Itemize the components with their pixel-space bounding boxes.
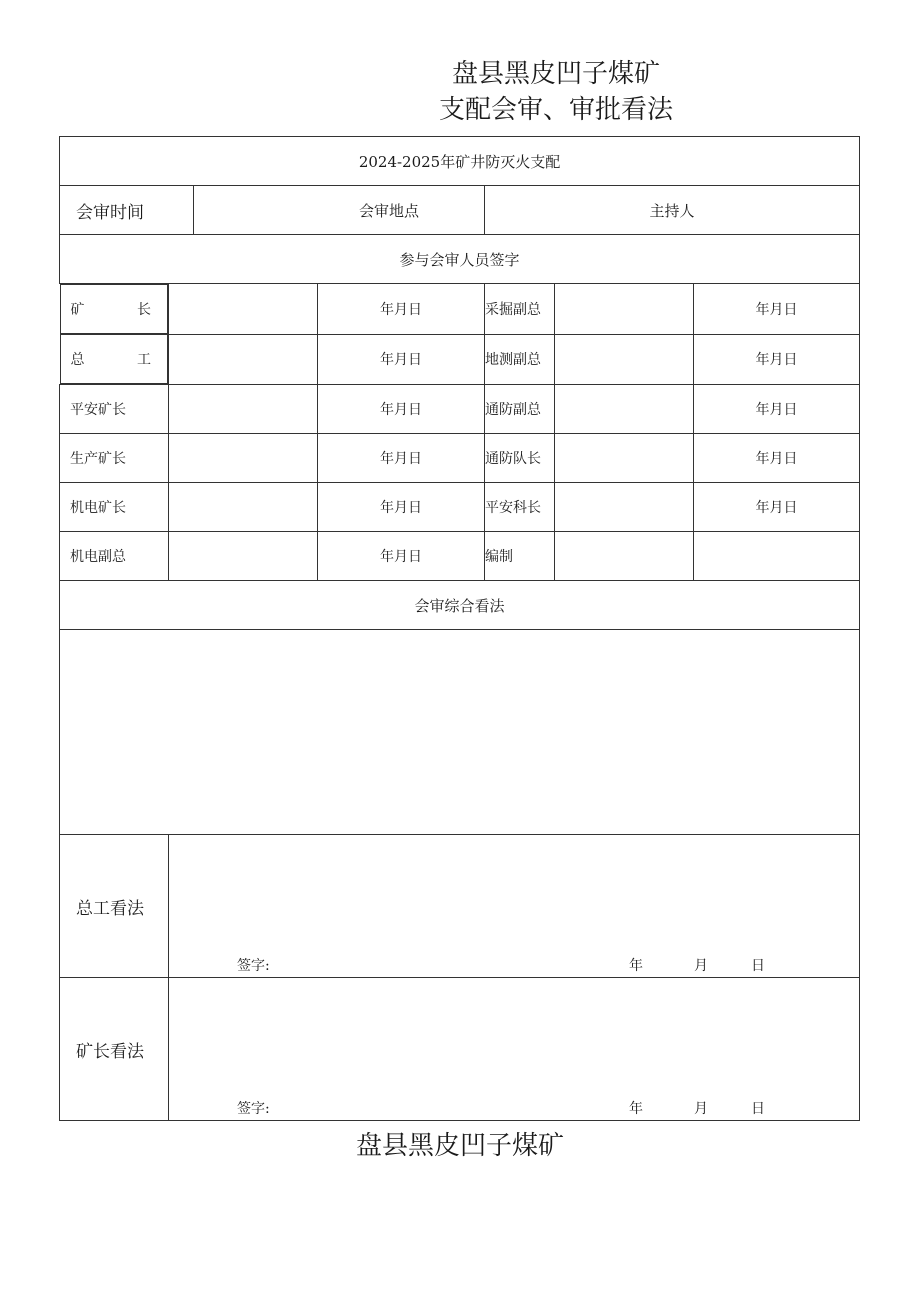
review-form-table (59, 136, 860, 1121)
signature-cell[interactable] (169, 483, 318, 532)
signature-cell[interactable] (169, 334, 318, 385)
signer-role-label: 生产矿长 (60, 434, 169, 483)
signature-cell[interactable] (555, 385, 694, 434)
signer-date: 年月日 (318, 434, 485, 483)
signer-role-label: 地测副总 (485, 334, 555, 385)
signature-cell[interactable] (555, 483, 694, 532)
year-label: 年 (629, 958, 643, 974)
day-label: 日 (751, 1101, 765, 1117)
host-label: 主持人 (485, 186, 860, 235)
signer-role-label: 通防队长 (485, 434, 555, 483)
signer-row (60, 385, 860, 434)
signature-section-title: 参与会审人员签字 (60, 235, 860, 284)
signer-date: 年月日 (318, 284, 485, 335)
signer-date: 年月日 (694, 334, 860, 385)
signer-row (60, 284, 860, 335)
signer-row (60, 532, 860, 581)
meeting-time-label: 会审时间 (60, 186, 194, 235)
signer-row (60, 483, 860, 532)
day-label: 日 (751, 958, 765, 974)
chief-engineer-opinion-area[interactable] (169, 835, 860, 978)
signer-role-label: 编制 (485, 532, 555, 581)
signature-cell[interactable] (169, 532, 318, 581)
signer-row (60, 434, 860, 483)
signature-cell[interactable] (169, 434, 318, 483)
signer-role-label: 平安科长 (485, 483, 555, 532)
signature-label: 签字: (237, 1101, 270, 1117)
month-label: 月 (694, 958, 708, 974)
document-title-line2: 支配会审、审批看法 (438, 95, 673, 125)
signature-cell[interactable] (169, 385, 318, 434)
signer-role-label: 通防副总 (485, 385, 555, 434)
signature-cell[interactable] (555, 334, 694, 385)
signer-role-label: 总 工 (60, 334, 169, 384)
signer-date: 年月日 (694, 434, 860, 483)
signer-date: 年月日 (318, 385, 485, 434)
signer-date: 年月日 (694, 284, 860, 335)
signature-cell[interactable] (169, 284, 318, 335)
mine-manager-opinion-label: 矿长看法 (60, 978, 169, 1121)
signature-cell[interactable] (555, 532, 694, 581)
summary-opinion-area[interactable] (60, 630, 860, 835)
signature-label: 签字: (237, 958, 270, 974)
mine-manager-opinion-area[interactable] (169, 978, 860, 1121)
document-title-line1: 盘县黑皮凹子煤矿 (451, 59, 660, 89)
signer-role-label: 矿 长 (60, 284, 169, 334)
signer-role-label: 采掘副总 (485, 284, 555, 335)
signer-role-label: 平安矿长 (60, 385, 169, 434)
signer-date (694, 532, 860, 581)
signer-role-label: 机电矿长 (60, 483, 169, 532)
signer-date: 年月日 (318, 532, 485, 581)
chief-engineer-opinion-label: 总工看法 (60, 835, 169, 978)
year-label: 年 (629, 1101, 643, 1117)
summary-section-title: 会审综合看法 (60, 581, 860, 630)
signer-row (60, 334, 860, 385)
signature-cell[interactable] (555, 434, 694, 483)
month-label: 月 (694, 1101, 708, 1117)
signer-date: 年月日 (318, 334, 485, 385)
signer-date: 年月日 (694, 385, 860, 434)
plan-subject: 2024-2025年矿井防灭火支配 (60, 137, 860, 186)
meeting-place-label: 会审地点 (194, 186, 485, 235)
signature-cell[interactable] (555, 284, 694, 335)
footer-company-name: 盘县黑皮凹子煤矿 (355, 1131, 564, 1161)
signer-date: 年月日 (694, 483, 860, 532)
signer-role-label: 机电副总 (60, 532, 169, 581)
signer-date: 年月日 (318, 483, 485, 532)
